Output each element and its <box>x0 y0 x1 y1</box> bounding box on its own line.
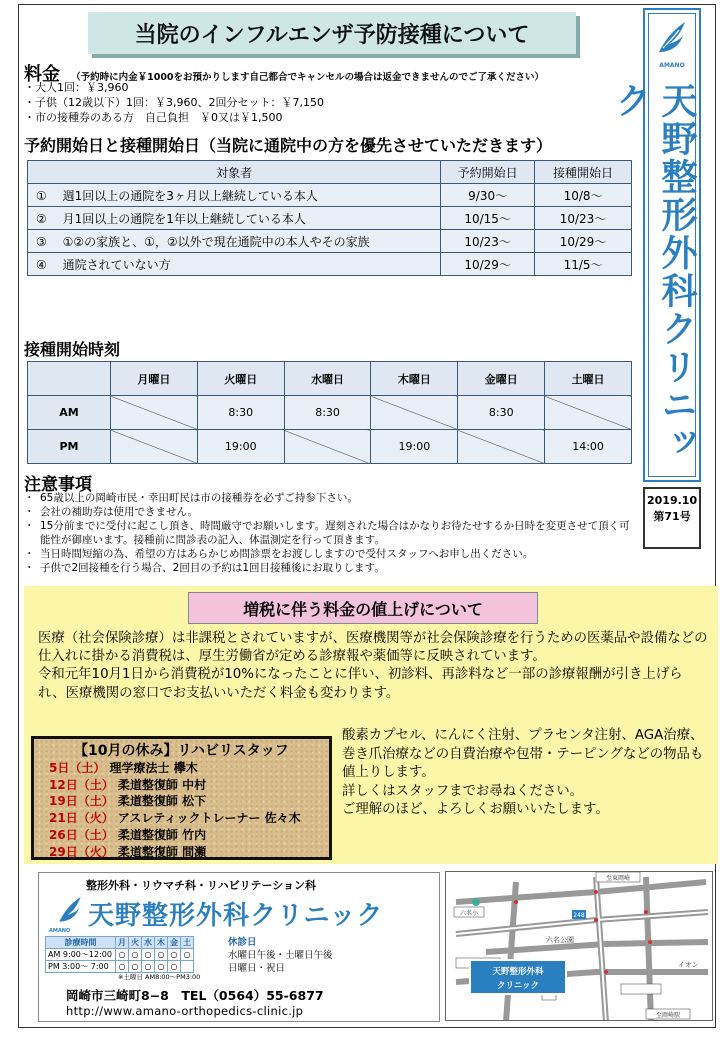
hours-header: 木 <box>155 937 168 949</box>
start-date-cell: 10/23〜 <box>535 207 632 230</box>
fee-item: ・市の接種券のある方 自己負担 ￥0又は￥1,500 <box>24 111 283 124</box>
note-item: ・ 子供で2回接種を行う場合、2回目の予約は1回目接種後にお取りします。 <box>24 561 636 575</box>
note-item: ・ 当日時間短縮の為、希望の方はあらかじめ問診票をお渡ししますので受付スタッフへお申し出ください。 <box>24 547 636 561</box>
tax-body <box>38 630 708 703</box>
time-cell: 8:30 <box>197 396 284 430</box>
fee-title: 料金 <box>24 64 60 85</box>
closed-days-line: 水曜日午後・土曜日午後 <box>228 950 333 961</box>
column-header: 接種開始日 <box>535 161 632 184</box>
hours-cell: ○ <box>168 961 181 973</box>
closed-cell <box>458 430 545 464</box>
closed-cell <box>111 396 198 430</box>
holiday-staff: 柔道整復師 間瀬 <box>117 844 207 859</box>
issue-number: 第71号 <box>653 510 691 523</box>
holiday-staff: 柔道整復師 中村 <box>117 777 207 792</box>
table-header-row <box>28 362 632 396</box>
clinic-side-box <box>610 8 701 482</box>
schedule-heading: 接種開始時刻 <box>24 340 121 359</box>
address: 岡崎市三崎町8−8 <box>66 988 169 1003</box>
table-row <box>28 253 632 276</box>
am-label: AM <box>28 396 111 430</box>
holiday-row <box>49 793 329 810</box>
reserve-date-cell: 10/15〜 <box>441 207 535 230</box>
holiday-staff: アスレティックトレーナー 佐々木 <box>117 811 301 826</box>
note-item: ・ 会社の補助券は使用できません。 <box>24 505 636 519</box>
target-cell: ① 週1回以上の通院を3ヶ月以上継続している本人 <box>28 184 441 207</box>
table-row <box>28 207 632 230</box>
departments: 整形外科・リウマチ科・リハビリテーション科 <box>86 879 317 892</box>
map-drawing <box>446 872 713 1021</box>
reservation-table <box>27 160 632 276</box>
hours-cell: ○ <box>116 949 129 961</box>
closed-cell <box>111 430 198 464</box>
fee-item: ・子供（12歳以下）1回：￥3,960、2回分セット：￥7,150 <box>24 96 324 109</box>
map-label: 至岡崎駅 <box>655 1012 681 1019</box>
hours-header: 診療時間 <box>46 937 116 949</box>
issue-date: 2019.10 <box>647 494 698 507</box>
map-label: イオン <box>678 961 699 969</box>
tel: TEL（0564）55-6877 <box>181 988 324 1003</box>
target-cell: ② 月1回以上の通院を1年以上継続している本人 <box>28 207 441 230</box>
column-header: 予約開始日 <box>441 161 535 184</box>
holiday-date: 21日（火） <box>49 811 114 826</box>
address-tel <box>66 986 324 1004</box>
website-url: http://www.amano-orthopedics-clinic.jp <box>66 1004 304 1018</box>
tax-title: 増税に伴う料金の値上げについて <box>188 592 538 624</box>
logo-text: AMANO <box>659 62 685 69</box>
map-label: 六名公園 <box>546 936 574 944</box>
target-cell: ④ 通院されていない方 <box>28 253 441 276</box>
table-row <box>28 184 632 207</box>
time-cell: 19:00 <box>371 430 458 464</box>
holiday-date: 26日（土） <box>49 827 114 842</box>
hours-cell: ○ <box>142 961 155 973</box>
tax-side-line: 酸素カプセル、にんにく注射、プラセンタ注射、AGA治療、巻き爪治療などの自費治療や包帯・テーピングなどの物品も値上りします。 <box>342 728 704 780</box>
target-cell: ③ ①②の家族と、①，②以外で現在通院中の本人やその家族 <box>28 230 441 253</box>
fee-item: ・大人1回：￥3,960 <box>24 81 129 94</box>
holiday-date: 29日（火） <box>49 844 114 859</box>
day-header: 金曜日 <box>458 362 545 396</box>
day-header: 水曜日 <box>284 362 371 396</box>
start-date-cell: 10/29〜 <box>535 230 632 253</box>
hours-table <box>45 936 194 973</box>
map-label: 天野整形外科 <box>492 967 544 977</box>
holiday-date: 12日（土） <box>49 777 114 792</box>
holiday-row <box>49 810 329 827</box>
hours-header: 月 <box>116 937 129 949</box>
holiday-row <box>49 760 329 777</box>
closed-days-info <box>228 936 333 975</box>
hours-header: 金 <box>168 937 181 949</box>
start-date-cell: 11/5〜 <box>535 253 632 276</box>
time-cell: 8:30 <box>458 396 545 430</box>
hours-row <box>46 949 194 961</box>
reservation-heading: 予約開始日と接種開始日（当院に通院中の方を優先させていただきます） <box>24 136 553 155</box>
clinic-name: 天野整形外科クリニック <box>88 901 384 931</box>
holiday-title: 【10月の休み】リハビリスタッフ <box>74 743 289 759</box>
column-header: 対象者 <box>28 161 441 184</box>
hours-label: AM 9:00〜12:00 <box>46 949 116 961</box>
hours-header: 水 <box>142 937 155 949</box>
holiday-date: 19日（土） <box>49 794 114 809</box>
issue-box <box>643 487 701 549</box>
time-cell: 19:00 <box>197 430 284 464</box>
day-header: 木曜日 <box>371 362 458 396</box>
access-map <box>445 871 713 1021</box>
closed-days-line: 日曜日・祝日 <box>228 963 286 974</box>
wing-logo-icon <box>655 18 689 58</box>
closed-cell <box>284 430 371 464</box>
holiday-staff: 柔道整復師 松下 <box>117 794 207 809</box>
clinic-name-vertical: 天野整形外科クリニック <box>610 82 697 462</box>
time-cell: 14:00 <box>545 430 632 464</box>
hours-cell: ○ <box>116 961 129 973</box>
tax-paragraph: 医療（社会保険診療）は非課税とされていますが、医療機関等が社会保険診療を行うための医薬品や設備などの仕入れに掛かる消費税は、厚生労働省が定める診療報や薬価等に反映されています。 <box>38 631 708 665</box>
hours-cell: ○ <box>168 949 181 961</box>
tax-side-line: 詳しくはスタッフまでお尋ねください。 <box>342 783 584 799</box>
page-title: 当院のインフルエンザ予防接種について <box>88 12 576 54</box>
hours-cell: ○ <box>155 961 168 973</box>
tax-paragraph: 令和元年10月1日から消費税が10%になったことに伴い、初診料、再診料など一部の診療報酬が引き上げられ、医療機関の窓口でお支払いいただく料金も変わります。 <box>38 667 683 701</box>
day-header: 火曜日 <box>197 362 284 396</box>
hours-cell <box>181 961 194 973</box>
holiday-staff: 理学療法士 欅木 <box>109 761 198 775</box>
hours-cell: ○ <box>129 949 142 961</box>
map-label: 六名小 <box>459 910 479 917</box>
holiday-row <box>49 777 329 794</box>
hours-cell: ○ <box>142 949 155 961</box>
notes-list <box>24 491 636 575</box>
reserve-date-cell: 10/23〜 <box>441 230 535 253</box>
holiday-row <box>49 827 329 844</box>
reserve-date-cell: 9/30〜 <box>441 184 535 207</box>
closed-cell <box>545 396 632 430</box>
note-item: ・ 15分前までに受付に起こし頂き、時間厳守でお願いします。遅刻された場合はかなりお待たせするか日時を変更させて頂く可能性が御座います。接種前に問診表の記入、体温測定を行って頂きます。 <box>24 519 636 547</box>
tax-side-text <box>342 727 712 820</box>
hours-header-row <box>46 937 194 949</box>
hours-note: ※土曜日 AM8:00〜PM3:00 <box>118 973 201 981</box>
note-item: ・ 65歳以上の岡崎市民・幸田町民は市の接種券を必ずご持参下さい。 <box>24 491 636 505</box>
tax-side-line: ご理解のほど、よろしくお願いいたします。 <box>342 802 609 817</box>
holiday-box <box>31 736 332 860</box>
map-label: 至東岡崎 <box>605 875 631 882</box>
corner-cell <box>28 362 111 396</box>
holiday-staff: 柔道整復師 竹内 <box>117 827 207 842</box>
closed-cell <box>371 396 458 430</box>
hours-header: 土 <box>181 937 194 949</box>
table-header-row <box>28 161 632 184</box>
hours-header: 火 <box>129 937 142 949</box>
map-label: クリニック <box>497 981 539 991</box>
wing-logo-icon <box>56 892 84 928</box>
schedule-table <box>27 361 632 464</box>
logo-text: AMANO <box>49 928 71 934</box>
table-row-pm <box>28 430 632 464</box>
day-header: 土曜日 <box>545 362 632 396</box>
notes-title: 注意事項 <box>24 475 92 495</box>
start-date-cell: 10/8〜 <box>535 184 632 207</box>
pm-label: PM <box>28 430 111 464</box>
hours-row <box>46 961 194 973</box>
holiday-row <box>49 844 329 861</box>
day-header: 月曜日 <box>111 362 198 396</box>
table-row <box>28 230 632 253</box>
table-row-am <box>28 396 632 430</box>
holiday-date: 5日（土） <box>49 761 106 775</box>
time-cell: 8:30 <box>284 396 371 430</box>
hours-cell: ○ <box>181 949 194 961</box>
fee-note: （予約時に内金￥1000をお預かりします自己都合でキャンセルの場合は返金できませんのでご了承ください） <box>71 72 545 83</box>
fee-list <box>24 80 324 125</box>
hours-cell: ○ <box>129 961 142 973</box>
hours-cell: ○ <box>155 949 168 961</box>
hours-label: PM 3:00〜 7:00 <box>46 961 116 973</box>
map-label: 248 <box>573 912 585 919</box>
reserve-date-cell: 10/29〜 <box>441 253 535 276</box>
closed-days-heading: 休診日 <box>228 937 257 948</box>
